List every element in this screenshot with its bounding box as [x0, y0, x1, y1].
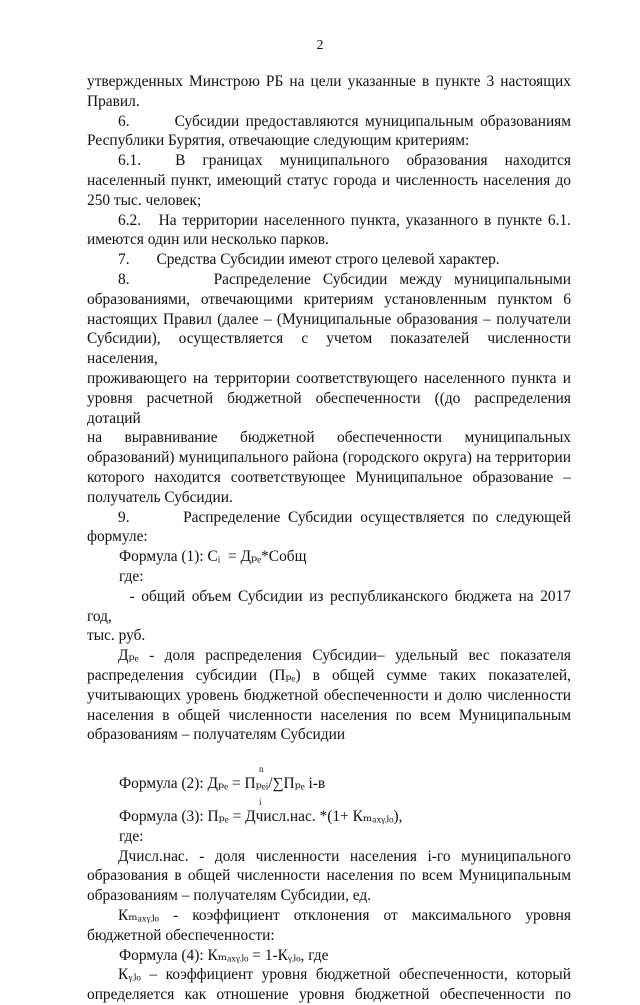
text-line: 250 тыс. человек; — [87, 191, 202, 209]
text-line: которого находится соответствующее Муниципальное образование – — [87, 468, 571, 486]
text-line: тыс. руб. — [87, 627, 146, 645]
text-line: образованиям – получателям Субсидии — [87, 726, 346, 744]
paragraph-6-2-line: 6.2. На территории населенного пункта, указанного в пункте 6.1. — [118, 211, 571, 229]
text-line: Республики Бурятия, отвечающие следующим критериям: — [87, 132, 470, 150]
text-line: получатель Субсидии. — [87, 488, 233, 506]
text-line: - общий объем Субсидии из республиканского бюджета на 2017 год, — [87, 587, 571, 625]
text-line: образований) муниципального района (городского округа) на территории — [87, 449, 571, 467]
text-line: формуле: — [87, 528, 148, 546]
paragraph-6-line: 6. Субсидии предоставляются муниципальным образованиям — [118, 112, 571, 130]
text-line: где: — [119, 567, 144, 585]
text-line: имеются один или несколько парков. — [87, 231, 329, 249]
definition-dchisl-line: Дчисл.нас. - доля численности населения i-го муниципального — [118, 847, 571, 865]
text-line: где: — [119, 827, 144, 845]
sum-upper-limit: n — [259, 764, 264, 775]
text-line: уровня расчетной бюджетной обеспеченности ((до распределения дотаций — [87, 389, 571, 427]
text-line: населенный пункт, имеющий статус города и численность населения до — [87, 171, 571, 189]
text-line: Правил. — [87, 92, 140, 110]
definition-kubo-line: Кᵧⱼₒ – коэффициент уровня бюджетной обеспеченности, который — [118, 966, 571, 984]
text-line: распределения субсидии (Пₚₑ) в общей сумме таких показателей, — [87, 666, 571, 684]
text-line: образованиями, отвечающими критериям установленным пунктом 6 — [87, 290, 571, 308]
text-line: образования в общей численности населения по всем Муниципальным — [87, 867, 571, 885]
sum-lower-limit: i — [259, 797, 262, 808]
text-line: на выравнивание бюджетной обеспеченности муниципальных — [87, 429, 571, 447]
paragraph-6-1-line: 6.1. В границах муниципального образования находится — [118, 152, 571, 170]
text-line: учитывающих уровень бюджетной обеспеченности и долю численности — [87, 686, 571, 704]
text-line: утвержденных Минстрою РБ на цели указанные в пункте 3 настоящих — [87, 73, 571, 90]
definition-kmax-line: Кₘₐₓᵧⱼₒ - коэффициент отклонения от максимального уровня — [118, 907, 571, 925]
text-line: образованиям – получателям Субсидии, ед. — [87, 887, 372, 905]
text-line: проживающего на территории соответствующего населенного пункта и — [87, 369, 571, 387]
formula-1: Формула (1): Сᵢ = Дₚₑ*Собщ — [119, 548, 307, 566]
paragraph-8-line: 8. Распределение Субсидии между муниципальными — [118, 270, 571, 288]
text-line: определяется как отношение уровня бюджетной обеспеченности по — [87, 986, 571, 1004]
document-body — [87, 72, 571, 1005]
text-line: настоящих Правил (далее – (Муниципальные образования – получатели — [87, 310, 571, 328]
text-line: населения в общей численности населения по всем Муниципальным — [87, 706, 571, 724]
text-line: Субсидии), осуществляется с учетом показателей численности населения, — [87, 330, 571, 368]
paragraph-7-line: 7. Средства Субсидии имеют строго целевой характер. — [118, 251, 500, 269]
definition-dpc-line: Дₚₑ - доля распределения Субсидии– удельный вес показателя — [118, 647, 571, 665]
paragraph-9-line: 9. Распределение Субсидии осуществляется по следующей — [118, 508, 571, 526]
formula-2-text: Формула (2): Дₚₑ = Пₚₑᵢ/∑Пₚₑ i-в — [119, 775, 326, 793]
formula-3: Формула (3): Пₚₑ = Дчисл.нас. *(1+ Кₘₐₓᵧⱼₒ), — [119, 808, 403, 826]
page-number: 2 — [316, 38, 324, 53]
text-line: бюджетной обеспеченности: — [87, 926, 275, 944]
formula-2 — [87, 761, 571, 807]
formula-4: Формула (4): Кₘₐₓᵧⱼₒ = 1-Кᵧⱼₒ, где — [119, 946, 329, 964]
